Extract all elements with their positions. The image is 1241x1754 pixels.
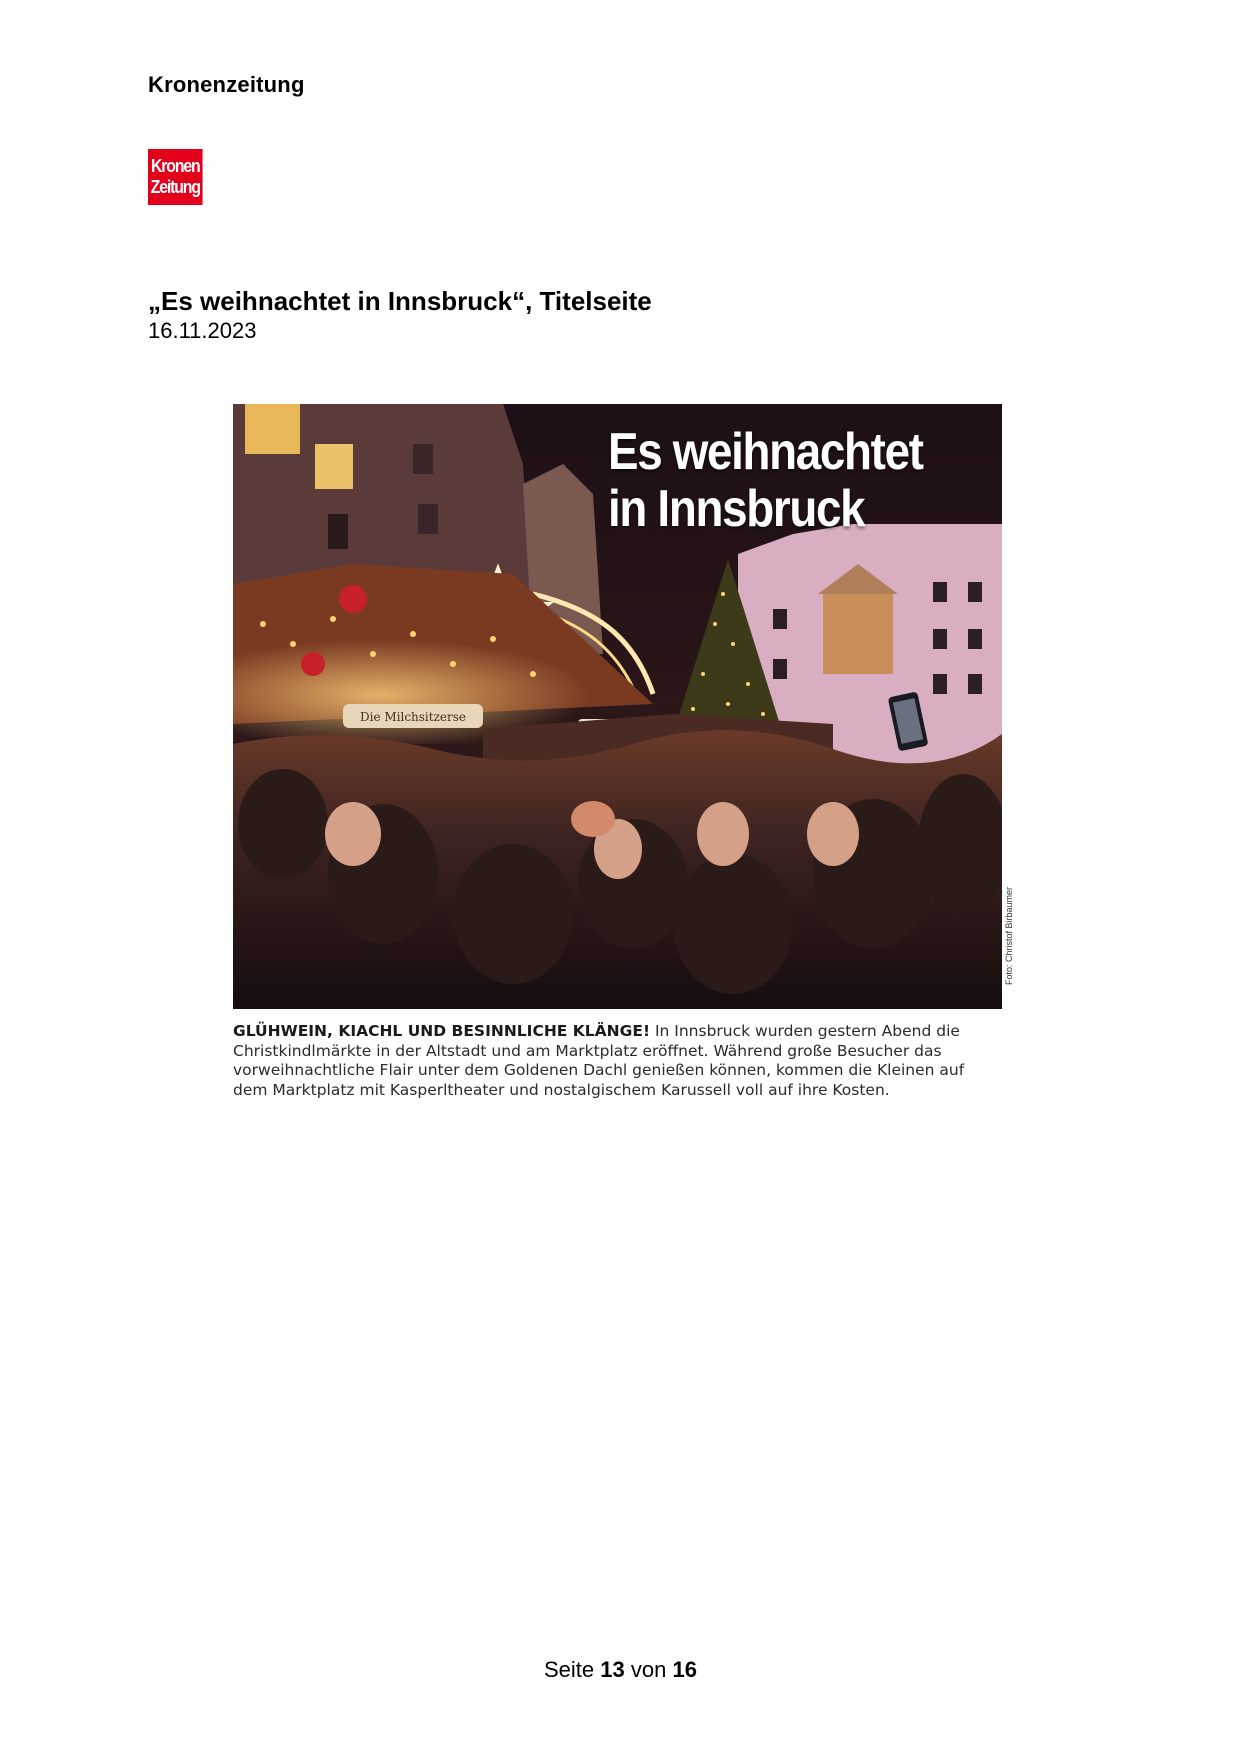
footer-total-pages: 16 — [672, 1657, 697, 1682]
photo-credit: Foto: Christof Birbaumer — [1004, 886, 1014, 985]
photo-caption — [233, 1022, 1003, 1100]
caption-body: In Innsbruck wurden gestern Abend die Christkindlmärkte in der Altstadt und am Marktplatz eröffnet. Während große Besucher das vorweihnachtliche Flair unter dem Goldenen Dachl genießen können, kommen die Kleinen auf dem Marktplatz mit Kasperltheater und nostalgischem Karussell voll auf ihre Kosten. — [233, 1022, 965, 1099]
caption-lead: GLÜHWEIN, KIACHL UND BESINNLICHE KLÄNGE! — [233, 1022, 651, 1040]
article-date: 16.11.2023 — [148, 318, 257, 343]
christmas-market-photo — [233, 404, 1002, 1009]
photo-headline — [608, 424, 942, 538]
page-footer — [0, 1657, 1241, 1683]
publication-name: Kronenzeitung — [148, 72, 305, 97]
photo-headline-line-1: Es weihnachtet — [608, 423, 923, 481]
footer-page-number: 13 — [600, 1657, 625, 1682]
photo-headline-line-2: in Innsbruck — [608, 480, 865, 538]
kronen-zeitung-logo — [148, 149, 203, 205]
logo-line-1: Kronen — [150, 156, 200, 176]
footer-prefix: Seite — [544, 1657, 595, 1682]
stall-sign: Die Milchsitzerse — [359, 710, 467, 724]
article-title: „Es weihnachtet in Innsbruck“, Titelseite — [148, 286, 652, 316]
footer-middle: von — [630, 1657, 667, 1682]
logo-line-2: Zeitung — [150, 177, 200, 197]
